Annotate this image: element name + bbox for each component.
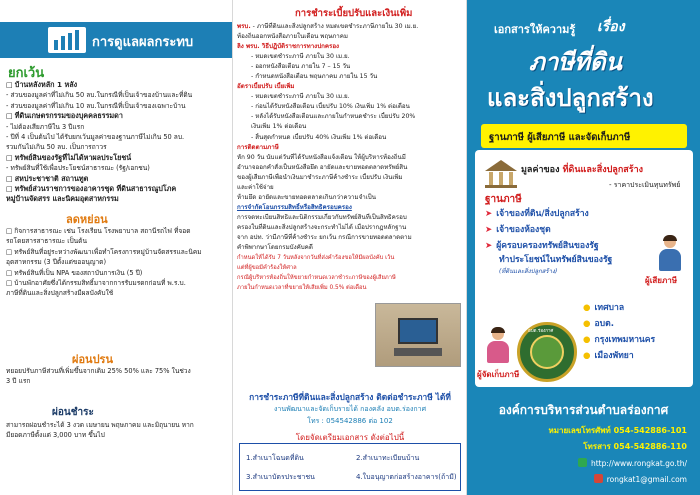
penalty-line: ท้องถิ่นออกหนังสือภายในเดือน พฤษภาคม — [237, 33, 348, 41]
exempt-list — [6, 80, 230, 205]
panel-penalty — [233, 0, 467, 495]
penalty-line: - สิ้นสุดกำหนด เบี้ยปรับ 40% เงินเพิ่ม 1% ต่อเดือน — [251, 133, 387, 141]
impact-header — [0, 22, 233, 58]
organization-seal: อบต.ร่องกาศ — [517, 322, 577, 382]
pay-title: ผ่อนชำระ — [52, 407, 94, 418]
taxpayer-person-icon — [657, 236, 683, 272]
penalty-line: การติดตามภาษี — [237, 143, 279, 151]
list-line: - ส่วนของมูลค่าที่ไม่เกิน 50 ลบ.ในกรณีที่เป็นเจ้าของบ้านและที่ดิน — [6, 91, 193, 100]
penalty-line: การจำกัดโอนกรรมสิทธิ์หรือสิทธิครอบครอง — [237, 203, 352, 211]
arrow-right-icon: ➤ — [485, 241, 493, 251]
phone-number: หมายเลขโทรศัพท์ 054-542886-101 — [548, 426, 687, 435]
collector-item: ● อบต. — [583, 319, 614, 329]
penalty-line: อัตราเบี้ยปรับ เบี้ยเพิ่ม — [237, 83, 295, 91]
list-line: มียอดภาษีตั้งแต่ 3,000 บาท ขึ้นไป — [6, 431, 105, 440]
office-photo — [375, 303, 461, 367]
collector-item: ● กรุงเทพมหานคร — [583, 335, 656, 345]
tax-info-card — [475, 150, 693, 387]
bullet-icon: ● — [583, 351, 591, 361]
penalty-line: - หลังได้รับหนังสือเตือนและภายในกำหนดชำระ เบี้ยปรับ 20% — [251, 113, 416, 121]
list-line: - ทรัพย์สินที่ใช้เพื่อประโยชน์สาธารณะ (รัฐ/เอกชน) — [6, 164, 150, 173]
ease-list — [6, 366, 230, 387]
list-line: ทยอยปรับภาษีส่วนที่เพิ่มขึ้นจากเดิม 25% 50% และ 75% ในช่วง — [6, 367, 191, 375]
penalty-line: ลิง พรบ. วิธีปฏิบัติราชการทางปกครอง — [237, 43, 340, 51]
panel-cover — [467, 0, 700, 495]
penalty-line: เงินเพิ่ม 1% ต่อเดือน — [251, 123, 307, 131]
list-line: □ สหประชาชาติ สถานทูต — [6, 174, 230, 184]
arrow-right-icon: ➤ — [485, 225, 493, 235]
list-line: รถโดยสารสาธารณะ เป็นต้น — [6, 237, 87, 246]
computer-screen-icon — [398, 318, 438, 344]
list-line: □ ที่ดินเกษตรกรรมของบุคคลธรรมดา — [6, 111, 230, 121]
penalty-title: การชำระเบี้ยปรับและเงินเพิ่ม — [295, 8, 413, 19]
penalty-line: จาก อปท. ว่ามีภาษีที่ค้างชำระ ยกเว้น กรณีการขายทอดตลาดตาม — [237, 233, 412, 241]
penalty-line: - กำหนดหนังสือเตือน พฤษภาคม ภายใน 15 วัน — [251, 73, 378, 81]
cover-heading-1: ภาษีที่ดิน — [529, 48, 622, 76]
reduce-title: ลดหย่อน — [66, 213, 108, 226]
collector-label: ผู้จัดเก็บภาษี — [477, 370, 520, 379]
exempt-title: ยกเว้น — [8, 66, 45, 81]
penalty-line: ภายในกำหนดเวลาที่ขยายให้เสียเพิ่ม 0.5% ต่อเดือน — [237, 285, 367, 292]
list-line: □ บ้านหลังหลัก 1 หลัง — [6, 80, 230, 90]
reduce-list — [6, 226, 230, 299]
document-item: 4.ใบอนุญาตก่อสร้างอาคาร(ถ้ามี) — [356, 473, 457, 481]
list-line: □ ทรัพย์สินของรัฐที่ไม่ได้หาผลประโยชน์ — [6, 153, 230, 163]
payer-list — [485, 206, 635, 276]
contact-tel: โทร : 054542886 ต่อ 102 — [307, 417, 393, 425]
tax-base-label: ฐานภาษี — [485, 194, 522, 205]
penalty-line: อำนาจออกคำสั่งเป็นหนังสือยึด อายัดและขายทอดตลาดทรัพย์สิน — [237, 163, 408, 171]
penalty-line: พรบ. - ภาษีที่ดินและสิ่งปลูกสร้าง หมดเขตชำระภาษีภายใน 30 เม.ย. — [237, 23, 419, 30]
penalty-line: และค่าใช้จ่าย — [237, 183, 274, 191]
collector-item: ● เทศบาล — [583, 303, 625, 313]
globe-icon — [578, 458, 587, 467]
website-link[interactable]: http://www.rongkat.go.th/ — [487, 458, 687, 468]
payer-sub: ทำประโยชน์ในทรัพย์สินของรัฐ — [499, 255, 613, 265]
penalty-line: ของผู้เสียภาษีเพื่อนำเงินมาชำระภาษีค้างชำระ เบี้ยปรับ เงินเพิ่ม — [237, 173, 403, 181]
penalty-line: แต่ที่ผู้ขอมีคำร้องให้ศาล — [237, 265, 297, 272]
list-line: □ ทรัพย์ส่วนราชการของอาคารชุด ที่ดินสาธารณูปโภค — [6, 184, 230, 194]
list-line: อุตสาหกรรม (3 ปีตั้งแต่ขออนุญาต) — [6, 258, 107, 267]
penalty-line: การจดทะเบียนสิทธิและนิติกรรมเกี่ยวกับทรัพย์สินที่เป็นสิทธิครอบ — [237, 213, 407, 221]
contact-place: งานพัฒนาและจัดเก็บรายได้ กองคลัง อบต.ร่องกาศ — [273, 405, 427, 413]
penalty-line: คำพิพากษาโดยกรมบังคับคดี — [237, 244, 313, 252]
ease-title: ผ่อนปรน — [72, 353, 113, 366]
penalty-line: ครองในที่ดินและสิ่งปลูกสร้างจะกระทำไม่ได้ เมื่อปรากฏหลักฐาน — [237, 223, 407, 231]
list-line: - ส่วนของมูลค่าที่ไม่เกิน 10 ลบ.ในกรณีที่เป็นเจ้าของเฉพาะบ้าน — [6, 101, 186, 110]
collector-list — [583, 300, 655, 364]
cover-heading-2: และสิ่งปลูกสร้าง — [487, 84, 654, 112]
documents-table — [239, 443, 461, 491]
list-line: □ ทรัพย์สินที่อยู่ระหว่างพัฒนาเพื่อทำโครงการหมู่บ้านจัดสรรและนิคม — [6, 247, 230, 257]
bar-chart-icon — [48, 27, 86, 53]
payer-item: ➤ เจ้าของห้องชุด — [485, 225, 551, 235]
list-line: สามารถผ่อนชำระได้ 3 งวด เมษายน พฤษภาคม และมิถุนายน หาก — [6, 421, 194, 429]
penalty-line: - หมดเขตชำระภาษี ภายใน 30 เม.ย. — [251, 53, 350, 61]
list-line: □ บ้านพักอาศัยซึ่งได้กรรมสิทธิ์มาจากการรับมรดกก่อนที่ พ.ร.บ. — [6, 278, 230, 288]
documents-title: โดยจัดเตรียมเอกสาร ดังต่อไปนี้ — [295, 433, 405, 442]
bullet-icon: ● — [583, 303, 591, 313]
collector-person-icon — [485, 328, 511, 364]
penalty-line: - หมดเขตชำระภาษี ภายใน 30 เม.ย. — [251, 93, 350, 101]
penalty-list — [237, 22, 463, 293]
penalty-line: ห้ามยึด อายัดและขายทอดตลาดเกินกว่าความจำเป็น — [237, 193, 376, 201]
mail-icon — [594, 474, 603, 483]
list-line: □ ทรัพย์สินที่เป็น NPA ของสถาบันการเงิน (5 ปี) — [6, 268, 230, 278]
list-line: หมู่บ้านจัดสรร และนิคมอุตสาหกรรม — [6, 194, 119, 204]
payer-note: (ที่ดินและสิ่งปลูกสร้าง) — [499, 268, 558, 275]
panel-impact — [0, 0, 233, 495]
penalty-line: กำหนดให้ได้รับ 7 วันหลังจากวันที่ส่งคำร้องขอให้มีผลบังคับ เว้น — [237, 255, 395, 262]
doc-label: เอกสารให้ความรู้ — [494, 23, 576, 36]
document-item: 1.สำเนาโฉนดที่ดิน — [246, 454, 304, 462]
penalty-line: หัก 90 วัน นับแต่วันที่ได้รับหนังสือแจ้งเตือน ให้ผู้บริหารท้องถิ่นมี — [237, 153, 406, 161]
keyboard-icon — [394, 348, 442, 356]
pay-list — [6, 420, 230, 441]
penalty-line: - ออกหนังสือเตือน ภายใน 7 – 15 วัน — [251, 63, 351, 71]
list-line: ภาษีที่ดินและสิ่งปลูกสร้างมีผลบังคับใช้ — [6, 289, 114, 298]
appraisal-label: - ราคาประเมินทุนทรัพย์ — [609, 181, 681, 189]
document-item: 3.สำเนาบัตรประชาชน — [246, 473, 315, 481]
impact-title: การดูแลผลกระทบ — [92, 35, 194, 50]
penalty-line: - ก่อนได้รับหนังสือเตือน เบี้ยปรับ 10% เงินเพิ่ม 1% ต่อเดือน — [251, 103, 410, 111]
list-line: รวมกันไม่เกิน 50 ลบ. เป็นการถาวร — [6, 143, 107, 152]
bullet-icon: ● — [583, 319, 591, 329]
email-link[interactable]: rongkat1@gmail.com — [487, 474, 687, 484]
value-of-label: มูลค่าของ ที่ดินและสิ่งปลูกสร้าง — [521, 165, 644, 175]
bullet-icon: ● — [583, 335, 591, 345]
payer-item: ➤ เจ้าของที่ดิน/สิ่งปลูกสร้าง — [485, 209, 589, 219]
topic-band-text: ฐานภาษี ผู้เสียภาษี และจัดเก็บภาษี — [489, 132, 631, 143]
list-line: 3 ปี แรก — [6, 377, 31, 386]
list-line: □ กิจการสาธารณะ เช่น โรงเรียน โรงพยาบาล สถานีรถไฟ ที่จอด — [6, 226, 230, 236]
penalty-line: กรณีผู้บริหารท้องถิ่นให้ขยายกำหนดเวลาชำระภาษีของผู้เสียภาษี — [237, 275, 396, 282]
list-line: - ปีที่ 4 เป็นต้นไป ได้รับยกเว้นมูลค่าของฐานภาษีไม่เกิน 50 ลบ. — [6, 133, 185, 142]
fax-number: โทรสาร 054-542886-110 — [583, 442, 687, 451]
contact-heading: การชำระภาษีที่ดินและสิ่งปลูกสร้าง ติดต่อชำระภาษี ได้ที่ — [249, 392, 451, 402]
payer-item: ➤ ผู้ครอบครองทรัพย์สินของรัฐ — [485, 241, 599, 251]
payer-label: ผู้เสียภาษี — [645, 276, 678, 285]
arrow-right-icon: ➤ — [485, 209, 493, 219]
organization-name: องค์การบริหารส่วนตำบลร่องกาศ — [498, 403, 669, 417]
list-line: - ไม่ต้องเสียภาษีใน 3 ปีแรก — [6, 122, 85, 131]
topic-band — [481, 124, 687, 148]
collector-item: ● เมืองพัทยา — [583, 351, 634, 361]
document-item: 2.สำเนาทะเบียนบ้าน — [356, 454, 420, 462]
building-icon — [485, 160, 517, 188]
doc-label-subject: เรื่อง — [597, 19, 625, 35]
